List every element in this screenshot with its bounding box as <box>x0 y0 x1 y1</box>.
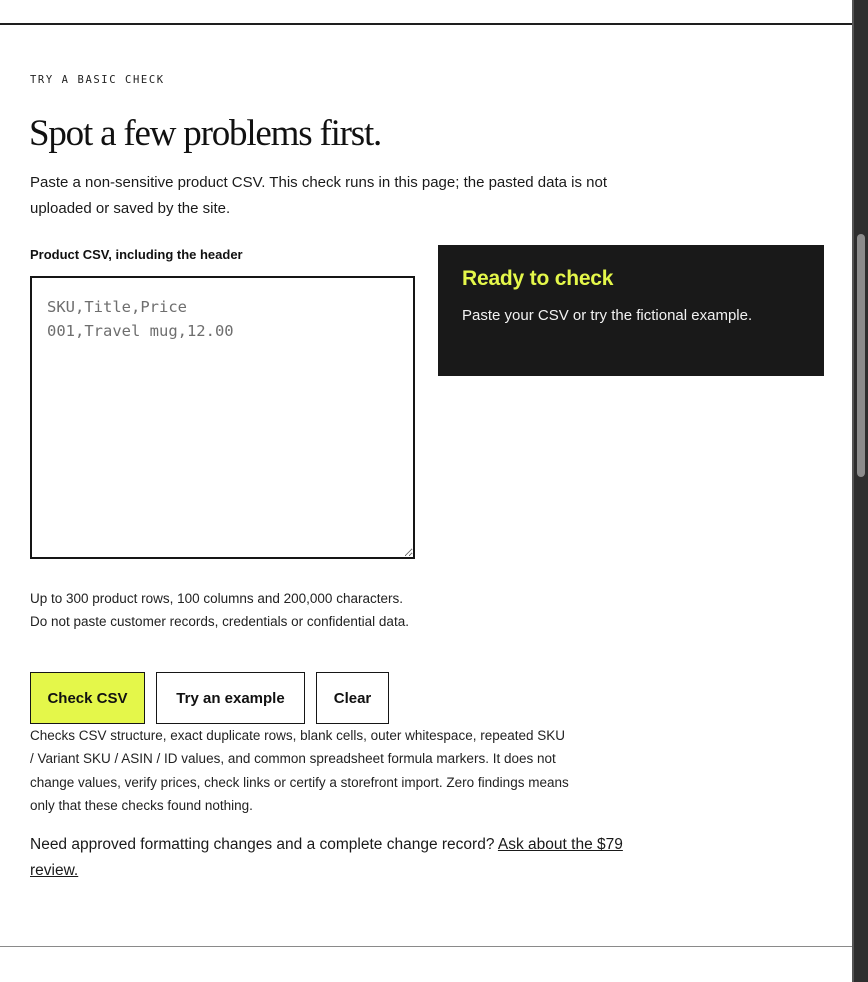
scrollbar-thumb[interactable] <box>857 234 865 477</box>
section-intro: Paste a non-sensitive product CSV. This check runs in this page; the pasted data is not uploaded or saved by the site. <box>30 174 608 217</box>
check-csv-button[interactable]: Check CSV <box>30 672 145 724</box>
checks-description: Checks CSV structure, exact duplicate rows, blank cells, outer whitespace, repeated SKU / Variant SKU / ASIN / ID values, and common spreadsheet formula markers. It does not change values, verify prices, check links or certify a storefront import. Zero findings means only that these checks found nothing. <box>30 728 569 813</box>
csv-input-label: Product CSV, including the header <box>30 247 243 262</box>
scrollbar-track[interactable] <box>852 0 868 982</box>
scrollbar-edge <box>852 0 854 982</box>
clear-button[interactable]: Clear <box>316 672 389 724</box>
review-cta-text: Need approved formatting changes and a complete change record? <box>30 836 495 853</box>
review-cta <box>30 832 630 884</box>
status-panel <box>438 245 824 376</box>
try-example-button[interactable]: Try an example <box>156 672 305 724</box>
top-divider <box>0 23 852 25</box>
limits-note: Up to 300 product rows, 100 columns and 200,000 characters. Do not paste customer records, credentials or confidential data. <box>30 591 409 629</box>
section-eyebrow: TRY A BASIC CHECK <box>30 74 165 86</box>
review-link[interactable]: Ask about the $79 review. <box>30 836 623 879</box>
status-title: Ready to check <box>462 267 614 290</box>
csv-input[interactable] <box>30 276 415 559</box>
section-title: Spot a few problems first. <box>29 113 382 154</box>
status-message: Paste your CSV or try the fictional example. <box>462 307 753 324</box>
bottom-divider <box>0 946 852 947</box>
